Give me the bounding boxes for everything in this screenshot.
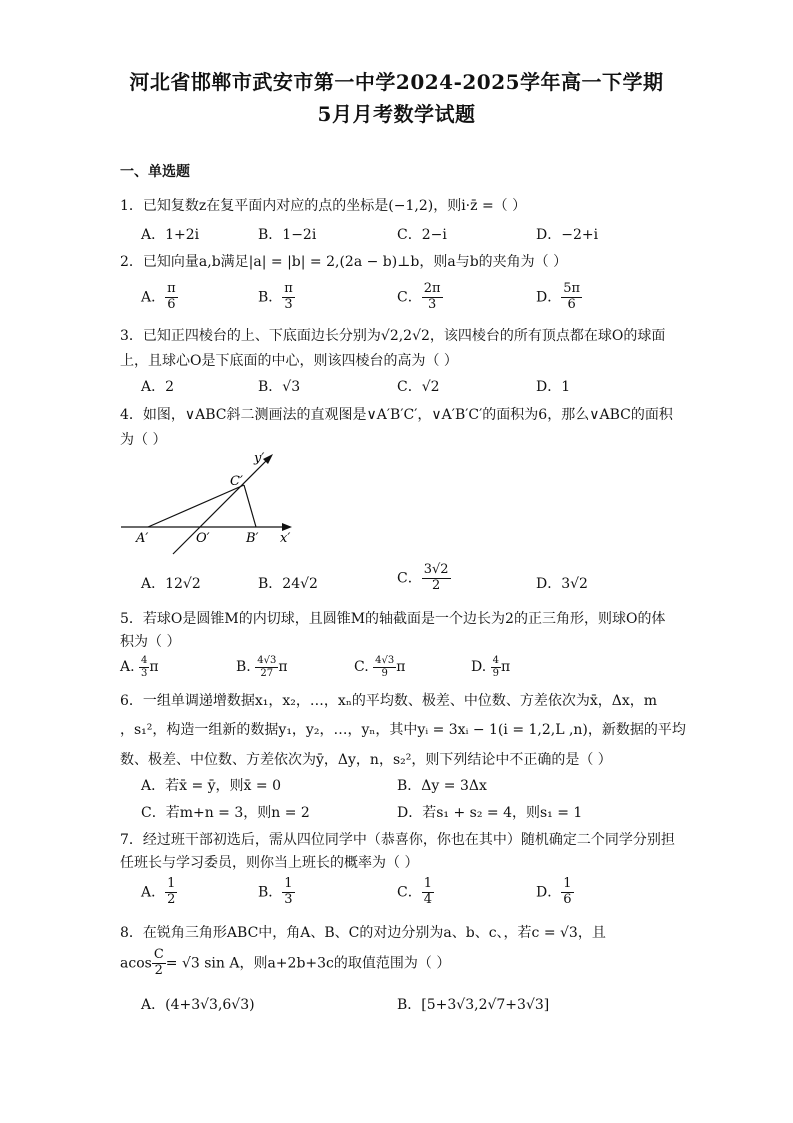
- frac-den: 9: [381, 667, 388, 679]
- question-6-stem-line1: 6．一组单调递增数据x₁，x₂，…，xₙ的平均数、极差、中位数、方差依次为x̄，Δx，m: [120, 693, 658, 709]
- q5-option-c: [354, 655, 405, 679]
- q1-option-b: B．1−2i: [258, 227, 317, 243]
- frac-num: 2π: [423, 281, 441, 296]
- frac-den: 6: [567, 296, 576, 312]
- q2-option-c: [397, 282, 443, 313]
- section-heading: 一、单选题: [120, 164, 190, 180]
- question-3-stem-line2: 上，且球心O是下底面的中心，则该四棱台的高为（ ）: [120, 353, 458, 369]
- frac-num: 4: [141, 655, 148, 666]
- q2-option-a: [141, 282, 178, 313]
- q8-stem-suffix: = √3 sin A，则a+2b+3c的取值范围为（ ）: [165, 955, 451, 972]
- page-title-line2: 5月月考数学试题: [317, 102, 476, 126]
- pi-symbol: π: [396, 659, 406, 675]
- q7-option-c-label: C．: [397, 884, 422, 901]
- frac-den: 6: [167, 296, 176, 312]
- q2-option-b-fraction: [282, 282, 295, 313]
- q6-option-b: B．Δy = 3Δx: [397, 778, 487, 794]
- q4-option-c: [397, 563, 451, 594]
- frac-den: 3: [284, 296, 293, 312]
- q2-option-a-label: A．: [141, 289, 166, 306]
- question-6-stem-line2: ，s₁²，构造一组新的数据y₁，y₂，…，yₙ，其中yᵢ = 3xᵢ − 1(i = 1,2,L ,n)，新数据的平均: [120, 722, 686, 738]
- q8-option-b: B．[5+3√3,2√7+3√3]: [397, 997, 550, 1013]
- frac-den: 6: [563, 891, 572, 907]
- frac-den: 2: [167, 891, 176, 907]
- q7-option-b-fraction: [282, 877, 294, 908]
- frac-den: 4: [423, 891, 432, 907]
- q4-option-a: A．12√2: [141, 576, 201, 592]
- q4-option-d: D．3√2: [536, 576, 588, 592]
- q7-option-a-label: A．: [141, 884, 166, 901]
- q5-option-a-fraction: [139, 655, 149, 679]
- q5-option-a-label: A.: [120, 659, 140, 675]
- frac-den: 3: [284, 891, 293, 907]
- frac-num: π: [284, 281, 293, 296]
- q1-option-a: A．1+2i: [141, 227, 200, 243]
- question-6-stem-line3: 数、极差、中位数、方差依次为ȳ，Δy，n，s₂²，则下列结论中不正确的是（ ）: [120, 752, 612, 768]
- q7-option-a-fraction: [165, 877, 177, 908]
- pi-symbol: π: [149, 659, 159, 675]
- frac-num: 1: [167, 876, 176, 891]
- q5-option-b-fraction: [255, 655, 278, 679]
- q8-half-angle-fraction: [152, 948, 166, 979]
- q5-option-c-label: C.: [354, 659, 374, 675]
- q7-option-c: [397, 877, 434, 908]
- label-c-prime: C′: [230, 474, 243, 489]
- q8-option-a: A．(4+3√3,6√3): [141, 997, 255, 1013]
- question-5-stem-line1: 5．若球O是圆锥M的内切球，且圆锥M的轴截面是一个边长为2的正三角形，则球O的体: [120, 611, 666, 627]
- pi-symbol: π: [501, 659, 511, 675]
- q5-option-a: [120, 655, 159, 679]
- q4-option-b: B．24√2: [258, 576, 318, 592]
- segment-a-c: [148, 485, 244, 527]
- q2-option-b-label: B．: [258, 289, 283, 306]
- q5-option-d-label: D.: [471, 659, 491, 675]
- frac-num: 5π: [563, 281, 581, 296]
- frac-den: 2: [431, 577, 441, 593]
- question-7-stem-line2: 任班长与学习委员，则你当上班长的概率为（ ）: [120, 855, 419, 871]
- frac-den: 3: [427, 296, 437, 312]
- q4-option-c-fraction: [422, 563, 451, 594]
- q7-option-d-label: D．: [536, 884, 562, 901]
- q6-option-c: C．若m+n = 3，则n = 2: [141, 805, 310, 821]
- q3-option-c: C．√2: [397, 379, 440, 395]
- q7-option-d: [536, 877, 574, 908]
- q1-option-c: C．2−i: [397, 227, 447, 243]
- q8-stem-prefix: acos: [120, 955, 152, 972]
- q3-option-a: A．2: [141, 379, 175, 395]
- frac-num: 4: [492, 655, 500, 666]
- frac-num: π: [167, 281, 176, 296]
- oblique-projection-figure: [118, 448, 318, 558]
- frac-den: 2: [154, 962, 163, 978]
- label-y-prime: y′: [254, 451, 265, 466]
- q3-option-b: B．√3: [258, 379, 301, 395]
- frac-num: 1: [563, 876, 572, 891]
- q2-option-d: [536, 282, 582, 313]
- question-3-stem-line1: 3．已知正四棱台的上、下底面边长分别为√2,2√2，该四棱台的所有顶点都在球O的球面: [120, 328, 666, 344]
- frac-num: 1: [284, 876, 293, 891]
- question-1-stem: 1．已知复数z在复平面内对应的点的坐标是(−1,2)，则i·z̄ =（ ）: [120, 198, 527, 214]
- question-7-stem-line1: 7．经过班干部初选后，需从四位同学中（恭喜你，你也在其中）随机确定二个同学分别担: [120, 832, 675, 848]
- q5-option-c-fraction: [373, 655, 396, 679]
- frac-num: 4√3: [257, 655, 277, 666]
- q4-option-c-label: C．: [397, 570, 422, 587]
- q7-option-c-fraction: [422, 877, 434, 908]
- question-8-stem-line1: 8．在锐角三角形ABC中，角A、B、C的对边分别为a、b、c、，若c = √3，且: [120, 925, 606, 941]
- q7-option-b: [258, 877, 295, 908]
- frac-num: 3√2: [423, 562, 449, 577]
- q3-option-d: D．1: [536, 379, 571, 395]
- q2-option-c-fraction: [422, 282, 443, 313]
- q5-option-b: [236, 655, 288, 679]
- segment-c-b: [244, 485, 256, 527]
- frac-den: 9: [492, 667, 500, 679]
- label-x-prime: x′: [280, 531, 291, 546]
- page-title-line1: 河北省邯郸市武安市第一中学2024-2025学年高一下学期: [129, 70, 664, 94]
- q2-option-d-label: D．: [536, 289, 562, 306]
- q2-option-a-fraction: [165, 282, 178, 313]
- q7-option-a: [141, 877, 177, 908]
- q2-option-c-label: C．: [397, 289, 422, 306]
- frac-num: C: [153, 947, 164, 962]
- label-o-prime: O′: [196, 531, 210, 546]
- frac-den: 27: [260, 667, 274, 679]
- q6-option-d: D．若s₁ + s₂ = 4，则s₁ = 1: [397, 805, 583, 821]
- frac-num: 1: [423, 876, 432, 891]
- frac-den: 3: [141, 667, 148, 679]
- question-8-stem-line2: [120, 948, 450, 979]
- x-axis-arrow: [282, 523, 292, 531]
- q2-option-d-fraction: [561, 282, 582, 313]
- label-b-prime: B′: [246, 531, 259, 546]
- q5-option-b-label: B.: [236, 659, 256, 675]
- question-5-stem-line2: 积为（ ）: [120, 634, 181, 650]
- q7-option-b-label: B．: [258, 884, 283, 901]
- q5-option-d-fraction: [491, 655, 501, 679]
- question-2-stem: 2．已知向量a,b满足|a| = |b| = 2,(2a − b)⊥b，则a与b的夹角为（ ）: [120, 254, 568, 270]
- pi-symbol: π: [278, 659, 288, 675]
- q2-option-b: [258, 282, 295, 313]
- question-4-stem-line1: 4．如图，∨ABC斜二测画法的直观图是∨A′B′C′，∨A′B′C′的面积为6，那么∨ABC的面积: [120, 407, 673, 423]
- q6-option-a: A．若x̄ = ȳ，则x̄ = 0: [141, 778, 281, 794]
- label-a-prime: A′: [136, 531, 149, 546]
- q1-option-d: D．−2+i: [536, 227, 599, 243]
- q7-option-d-fraction: [561, 877, 573, 908]
- frac-num: 4√3: [375, 655, 395, 666]
- question-4-stem-line2: 为（ ）: [120, 432, 167, 448]
- q5-option-d: [471, 655, 510, 679]
